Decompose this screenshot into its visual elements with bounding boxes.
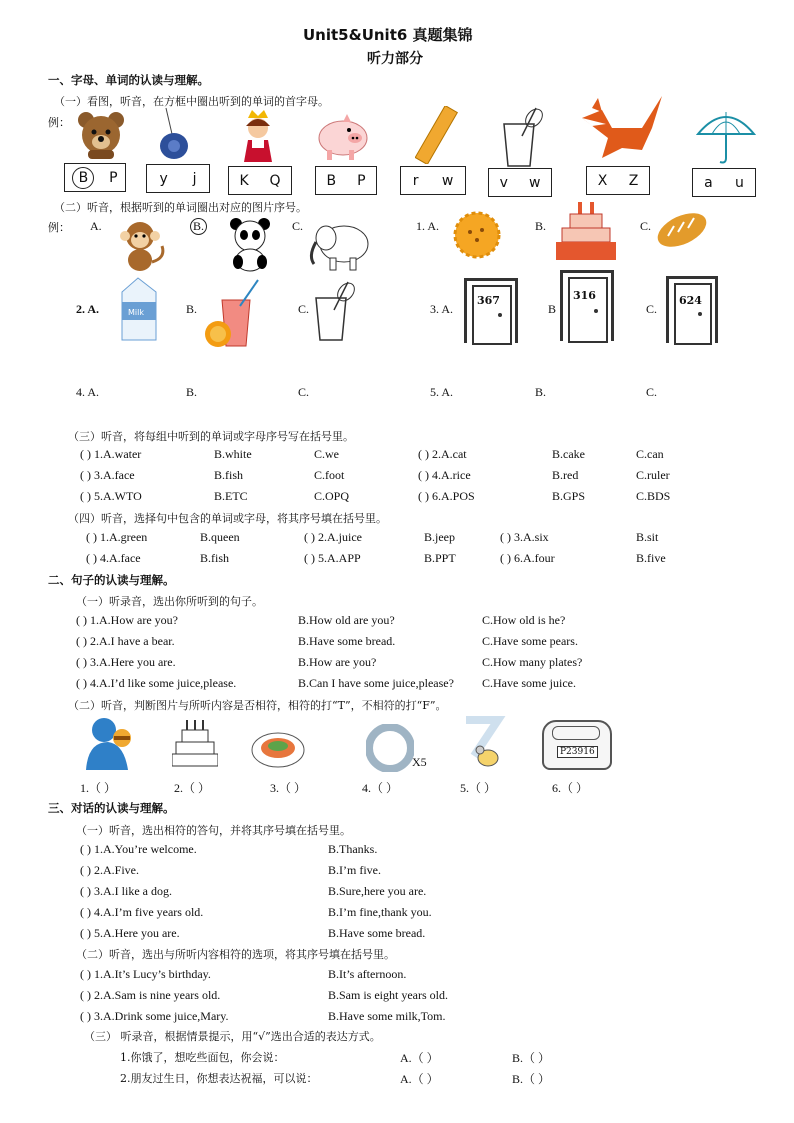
question-item: ( ) 2.A.Sam is nine years old. <box>80 988 221 1002</box>
question-item: ( ) 6.A.four <box>500 551 555 565</box>
question-label: 1. A. <box>416 219 440 233</box>
umbrella-icon <box>694 104 758 166</box>
answer-blank: 6.（ ） <box>552 781 589 795</box>
s2-part2-heading: （二）听音，判断图片与所听内容是否相符，相符的打“T”，不相符的打“F”。 <box>68 699 447 712</box>
letter-option: P <box>357 172 366 189</box>
letter-option: v <box>499 174 508 191</box>
question-item: ( ) 3.A.six <box>500 530 549 544</box>
s1-part1-heading: （一）看图，听音，在方框中圈出听到的单词的首字母。 <box>54 95 329 108</box>
option-label: B. <box>186 385 198 399</box>
option-item: B.ETC <box>214 489 248 503</box>
letter-option: K <box>239 172 249 189</box>
page-subtitle: 听力部分 <box>367 51 423 67</box>
question-item: ( ) 4.A.face <box>86 551 141 565</box>
question-item: ( ) 1.A.It’s Lucy’s birthday. <box>80 967 211 981</box>
option-label: C. <box>646 385 658 399</box>
option-label: C. <box>298 385 310 399</box>
option-label: C. <box>292 219 304 233</box>
option-label: A. <box>90 219 102 233</box>
answer-blank: A.（ ） <box>400 1051 439 1065</box>
answer-blank: 2.（ ） <box>174 781 211 795</box>
option-item: B.I’m fine,thank you. <box>328 905 432 919</box>
letter-box-3[interactable] <box>228 166 292 195</box>
ring-icon <box>366 724 414 772</box>
orange-juice-icon <box>200 276 266 348</box>
option-item: C.Have some pears. <box>482 634 578 648</box>
license-plate: P23916 <box>557 746 598 758</box>
section-2-heading: 二、句子的认读与理解。 <box>48 573 175 587</box>
circled-option: B. <box>190 218 207 235</box>
question-item: ( ) 4.A.I’d like some juice,please. <box>76 676 237 690</box>
option-item: B.Can I have some juice,please? <box>298 676 454 690</box>
letter-option: a <box>704 174 713 191</box>
option-item: C.How old is he? <box>482 613 566 627</box>
option-item: B.fish <box>200 551 230 565</box>
s1-part2-heading: （二）听音，根据听到的单词圈出对应的图片序号。 <box>54 201 307 214</box>
option-item: C.BDS <box>636 489 671 503</box>
answer-blank: 3.（ ） <box>270 781 307 795</box>
s1-part3-heading: （三）听音，将每组中听到的单词或字母序号写在括号里。 <box>68 430 354 443</box>
panda-icon <box>226 216 274 272</box>
question-item: ( ) 1.A.green <box>86 530 148 544</box>
queen-icon <box>238 108 278 162</box>
door-number: 367 <box>477 294 500 307</box>
juice-glass-icon-2 <box>312 280 356 342</box>
letter-option: Q <box>269 172 281 189</box>
option-item: B.Sam is eight years old. <box>328 988 448 1002</box>
plate-of-food-icon <box>250 728 306 770</box>
car-icon <box>542 720 612 770</box>
option-item: B.How are you? <box>298 655 377 669</box>
option-item: C.foot <box>314 468 345 482</box>
letter-option: w <box>441 172 454 189</box>
door-icon-1 <box>464 278 518 343</box>
option-item: B.How old are you? <box>298 613 395 627</box>
option-item: B.Sure,here you are. <box>328 884 427 898</box>
question-item: ( ) 5.A.APP <box>304 551 361 565</box>
birthday-cake-icon <box>172 718 218 768</box>
question-item: ( ) 4.A.rice <box>418 468 471 482</box>
question-item: ( ) 5.A.WTO <box>80 489 142 503</box>
letter-box-2[interactable] <box>146 164 210 193</box>
letter-option: P <box>109 169 118 186</box>
page-title: Unit5&Unit6 真题集锦 <box>303 26 473 44</box>
option-item: C.OPQ <box>314 489 350 503</box>
option-item: C.can <box>636 447 664 461</box>
question-label: 5. A. <box>430 385 454 399</box>
option-item: B.Have some bread. <box>298 634 396 648</box>
answer-blank: 5.（ ） <box>460 781 497 795</box>
letter-option: w <box>528 174 541 191</box>
question-item: ( ) 4.A.I’m five years old. <box>80 905 204 919</box>
question-item: ( ) 3.A.I like a dog. <box>80 884 172 898</box>
option-item: C.ruler <box>636 468 670 482</box>
option-item: C.How many plates? <box>482 655 583 669</box>
letter-box-7[interactable] <box>586 166 650 195</box>
question-item: ( ) 2.A.cat <box>418 447 467 461</box>
option-item: B.jeep <box>424 530 455 544</box>
question-item: ( ) 1.A.water <box>80 447 142 461</box>
question-item: ( ) 3.A.Here you are. <box>76 655 176 669</box>
question-item: ( ) 5.A.Here you are. <box>80 926 180 940</box>
option-item: B.I’m five. <box>328 863 381 877</box>
letter-option: r <box>412 172 419 189</box>
s3-part2-heading: （二）听音，选出与所听内容相符的选项，将其序号填在括号里。 <box>76 948 395 961</box>
option-item: B.Have some bread. <box>328 926 426 940</box>
question-label: 3. A. <box>430 302 454 316</box>
question-item: ( ) 3.A.Drink some juice,Mary. <box>80 1009 229 1023</box>
milk-carton-icon <box>116 276 162 342</box>
option-item: B.white <box>214 447 252 461</box>
option-item: B.cake <box>552 447 585 461</box>
times-five-label: X5 <box>412 755 427 769</box>
letter-box-6[interactable] <box>488 168 552 197</box>
option-item: B.five <box>636 551 666 565</box>
question-item: 2.朋友过生日，你想表达祝福，可以说： <box>120 1072 318 1085</box>
question-label: 4. A. <box>76 385 100 399</box>
question-item: ( ) 3.A.face <box>80 468 135 482</box>
letter-option: B <box>326 172 337 189</box>
bear-icon <box>76 110 126 160</box>
door-number: 316 <box>573 289 596 302</box>
cake-icon <box>554 200 618 264</box>
answer-blank: 4.（ ） <box>362 781 399 795</box>
option-item: B.Have some milk,Tom. <box>328 1009 446 1023</box>
letter-box-1[interactable] <box>64 163 126 192</box>
option-item: B.PPT <box>424 551 456 565</box>
question-item: ( ) 2.A.Five. <box>80 863 139 877</box>
s3-part1-heading: （一）听音，选出相符的答句，并将其序号填在括号里。 <box>76 824 351 837</box>
option-item: B.red <box>552 468 579 482</box>
section-1-heading: 一、字母、单词的认读与理解。 <box>48 73 209 87</box>
circled-letter: B <box>72 167 94 189</box>
letter-option: Z <box>628 172 639 189</box>
s1-part4-heading: （四）听音，选择句中包含的单词或字母，将其序号填在括号里。 <box>68 512 387 525</box>
yoyo-icon <box>152 106 192 162</box>
option-label: C. <box>646 302 658 316</box>
bread-icon <box>654 208 710 252</box>
fox-icon <box>572 88 668 164</box>
s2-part1-heading: （一）听录音，选出你所听到的句子。 <box>76 595 263 608</box>
option-label: B <box>548 302 557 316</box>
option-item: B.Thanks. <box>328 842 378 856</box>
option-item: B.fish <box>214 468 244 482</box>
cookie-icon <box>452 210 502 260</box>
juice-glass-icon <box>500 106 544 168</box>
example-label-2: 例： <box>48 221 70 234</box>
elephant-icon <box>306 216 376 272</box>
question-item: 1.你饿了，想吃些面包，你会说： <box>120 1051 285 1064</box>
option-item: C.we <box>314 447 339 461</box>
option-item: C.Have some juice. <box>482 676 576 690</box>
zebra-mouse-icon <box>458 716 506 774</box>
letter-option: j <box>192 170 197 187</box>
answer-blank: B.（ ） <box>512 1051 551 1065</box>
section-3-heading: 三、对话的认读与理解。 <box>48 801 175 815</box>
option-label: B. <box>186 302 198 316</box>
door-icon-2 <box>560 270 614 341</box>
question-item: ( ) 2.A.I have a bear. <box>76 634 175 648</box>
question-label: 2. A. <box>76 302 100 316</box>
letter-option: u <box>734 174 744 191</box>
door-number: 624 <box>679 294 702 307</box>
letter-option: X <box>597 172 608 189</box>
question-item: ( ) 6.A.POS <box>418 489 475 503</box>
example-label: 例： <box>48 116 70 129</box>
question-item: ( ) 2.A.juice <box>304 530 362 544</box>
ruler-icon <box>415 106 461 164</box>
option-item: B.It’s afternoon. <box>328 967 407 981</box>
boy-eating-icon <box>80 714 140 770</box>
question-item: ( ) 1.A.How are you? <box>76 613 178 627</box>
option-label: C. <box>640 219 652 233</box>
answer-blank: B.（ ） <box>512 1072 551 1086</box>
option-label: B. <box>535 219 547 233</box>
question-item: ( ) 1.A.You’re welcome. <box>80 842 197 856</box>
answer-blank: 1.（ ） <box>80 781 117 795</box>
option-label: C. <box>298 302 310 316</box>
letter-box-8[interactable] <box>692 168 756 197</box>
door-icon-3 <box>666 276 718 343</box>
option-item: B.sit <box>636 530 659 544</box>
answer-blank: A.（ ） <box>400 1072 439 1086</box>
monkey-icon <box>112 218 168 272</box>
letter-option: y <box>159 170 168 187</box>
option-label: B. <box>535 385 547 399</box>
option-item: B.GPS <box>552 489 586 503</box>
letter-box-4[interactable] <box>315 166 377 195</box>
option-item: B.queen <box>200 530 240 544</box>
pig-icon <box>313 110 371 162</box>
svg-text:Milk: Milk <box>128 308 144 317</box>
s3-part3-heading: （三） 听录音，根据情景提示，用“√”选出合适的表达方式。 <box>84 1030 381 1043</box>
letter-box-5[interactable] <box>400 166 466 195</box>
